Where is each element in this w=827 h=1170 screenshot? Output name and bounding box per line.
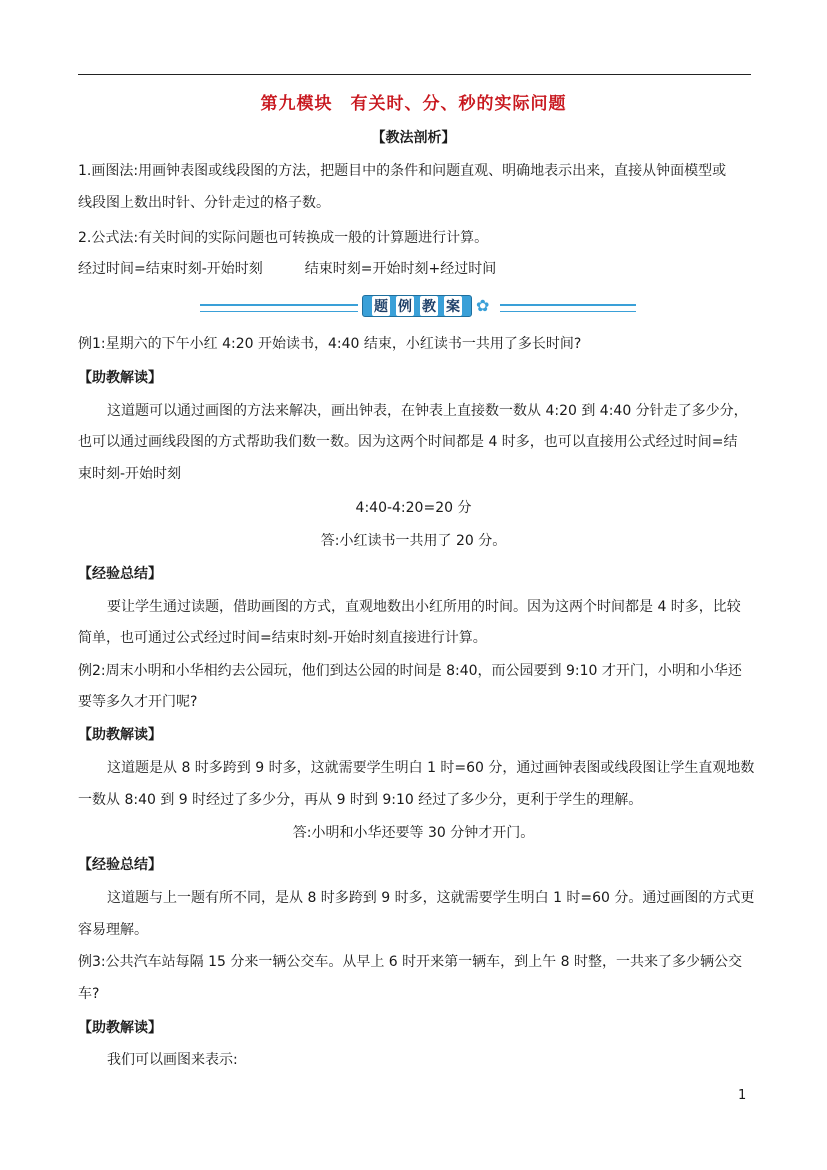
banner-char: 教 bbox=[420, 296, 438, 316]
ex1-summary-line1: 要让学生通过读题，借助画图的方式，直观地数出小红所用的时间。因为这两个时间都是 4 时多，比较 bbox=[107, 599, 741, 615]
banner-char: 题 bbox=[372, 296, 390, 316]
summary-header-2: 【经验总结】 bbox=[78, 857, 162, 873]
example2-question-line1: 例2:周末小明和小华相约去公园玩，他们到达公园的时间是 8:40，而公园要到 9:10 才开门，小明和小华还 bbox=[78, 663, 742, 679]
example-banner bbox=[200, 294, 636, 320]
ex2-summary-line2: 容易理解。 bbox=[78, 922, 148, 938]
assist-header-1: 【助教解读】 bbox=[78, 370, 162, 386]
section-header-teaching: 【教法剖析】 bbox=[371, 130, 456, 146]
header-rule bbox=[78, 74, 751, 75]
banner-char: 案 bbox=[444, 296, 462, 316]
formulas: 经过时间=结束时刻-开始时刻 结束时刻=开始时刻+经过时间 bbox=[78, 261, 497, 277]
assist-header-2: 【助教解读】 bbox=[78, 727, 162, 743]
assist-header-3: 【助教解读】 bbox=[78, 1020, 162, 1036]
example3-question-line1: 例3:公共汽车站每隔 15 分来一辆公交车。从早上 6 时开来第一辆车，到上午 8 时整，一共来了多少辆公交 bbox=[78, 954, 742, 970]
ex1-assist-line2: 也可以通过画线段图的方式帮助我们数一数。因为这两个时间都是 4 时多，也可以直接用公式经过时间=结 bbox=[78, 434, 738, 450]
page-number: 1 bbox=[738, 1088, 747, 1103]
banner-char: 例 bbox=[396, 296, 414, 316]
ex2-assist-line1: 这道题是从 8 时多跨到 9 时多，这就需要学生明白 1 时=60 分，通过画钟表图或线段图让学生直观地数 bbox=[107, 760, 755, 776]
page-title: 第九模块 有关时、分、秒的实际问题 bbox=[260, 94, 567, 114]
example1-question: 例1:星期六的下午小红 4:20 开始读书，4:40 结束，小红读书一共用了多长时间? bbox=[78, 336, 582, 352]
ex2-assist-line2: 一数从 8:40 到 9 时经过了多少分，再从 9 时到 9:10 经过了多少分，更利于学生的理解。 bbox=[78, 792, 643, 808]
ex1-summary-line2: 简单，也可通过公式经过时间=结束时刻-开始时刻直接进行计算。 bbox=[78, 630, 487, 646]
flower-deco-icon: ✿ bbox=[476, 296, 490, 315]
ex1-assist-line3: 束时刻-开始时刻 bbox=[78, 466, 182, 482]
method1-line1: 1.画图法:用画钟表图或线段图的方法，把题目中的条件和问题直观、明确地表示出来，直接从钟面模型或 bbox=[78, 163, 727, 179]
banner-box bbox=[362, 295, 472, 317]
ex2-answer: 答:小明和小华还要等 30 分钟才开门。 bbox=[292, 825, 535, 841]
summary-header-1: 【经验总结】 bbox=[78, 566, 162, 582]
ex1-calculation: 4:40-4:20=20 分 bbox=[355, 500, 472, 516]
ex1-assist-line1: 这道题可以通过画图的方法来解决，画出钟表，在钟表上直接数一数从 4:20 到 4:40 分针走了多少分， bbox=[107, 403, 748, 419]
ex2-summary-line1: 这道题与上一题有所不同，是从 8 时多跨到 9 时多，这就需要学生明白 1 时=60 分。通过画图的方式更 bbox=[107, 890, 755, 906]
example3-question-line2: 车? bbox=[78, 986, 100, 1002]
banner-rule-right bbox=[500, 304, 636, 312]
ex3-assist-line1: 我们可以画图来表示: bbox=[107, 1052, 238, 1068]
method1-line2: 线段图上数出时针、分针走过的格子数。 bbox=[78, 195, 330, 211]
ex1-answer: 答:小红读书一共用了 20 分。 bbox=[320, 533, 507, 549]
method2: 2.公式法:有关时间的实际问题也可转换成一般的计算题进行计算。 bbox=[78, 230, 489, 246]
banner-rule-left bbox=[200, 304, 358, 312]
example2-question-line2: 要等多久才开门呢? bbox=[78, 694, 198, 710]
